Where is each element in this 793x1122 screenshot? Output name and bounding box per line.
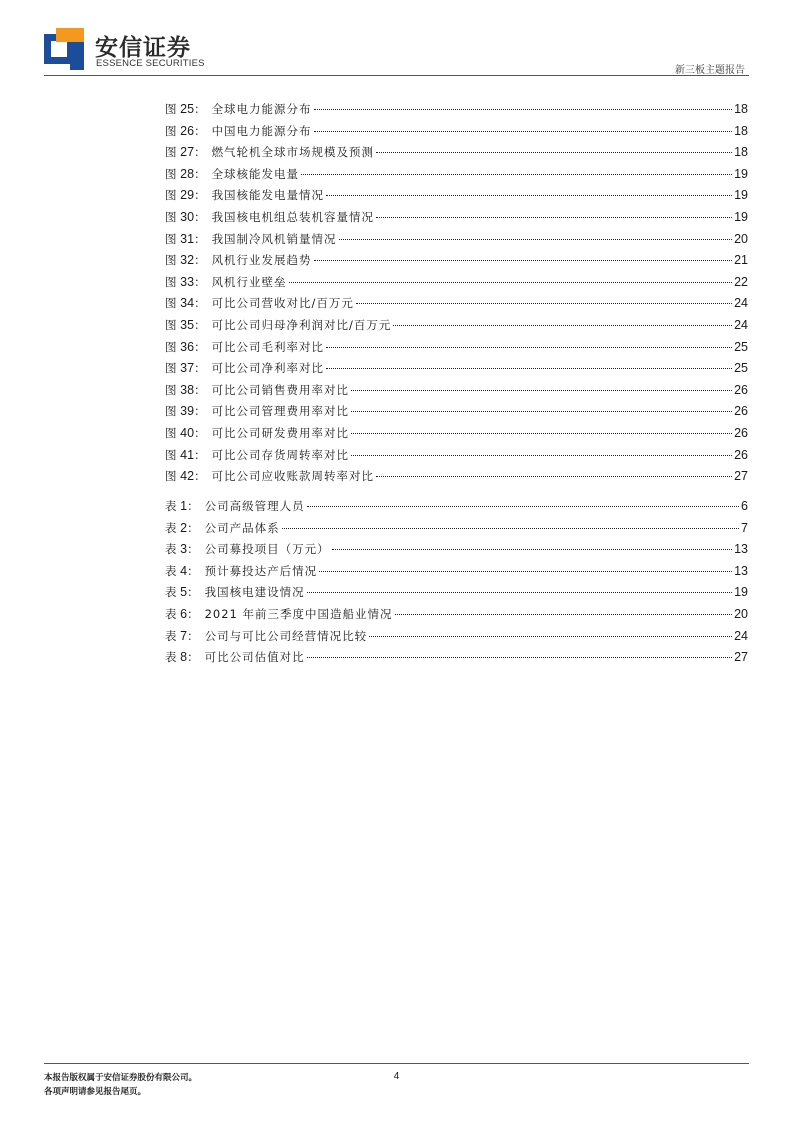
figure-title: 我国核电机组总装机容量情况 <box>211 209 375 224</box>
figure-page: 24 <box>734 296 748 311</box>
table-index <box>165 496 748 669</box>
table-label: 表 5： <box>165 585 199 600</box>
header-divider <box>44 75 749 76</box>
figure-entry[interactable] <box>165 293 748 315</box>
footer-divider <box>44 1063 749 1064</box>
figure-index <box>165 99 748 488</box>
figure-title: 可比公司应收账款周转率对比 <box>211 469 375 484</box>
dot-leader <box>319 571 732 572</box>
figure-page: 20 <box>734 231 748 246</box>
figure-label: 图 30： <box>165 209 206 224</box>
figure-label: 图 42： <box>165 469 206 484</box>
table-entry[interactable] <box>165 626 748 648</box>
page-number: 4 <box>393 1071 400 1082</box>
table-entry[interactable] <box>165 496 748 518</box>
figure-entry[interactable] <box>165 229 748 251</box>
figure-label: 图 29： <box>165 188 206 203</box>
figure-title: 风机行业壁垒 <box>211 274 287 289</box>
table-page: 13 <box>734 542 748 557</box>
dot-leader <box>326 347 732 348</box>
table-page: 13 <box>734 563 748 578</box>
dot-leader <box>314 131 733 132</box>
figure-page: 27 <box>734 469 748 484</box>
table-title: 我国核电建设情况 <box>204 585 305 600</box>
figure-page: 24 <box>734 317 748 332</box>
table-page: 7 <box>741 520 748 535</box>
figure-label: 图 35： <box>165 317 206 332</box>
report-type: 新三板主题报告 <box>675 65 745 76</box>
figure-page: 21 <box>734 253 748 268</box>
dot-leader <box>289 282 733 283</box>
table-page: 20 <box>734 606 748 621</box>
table-entry[interactable] <box>165 561 748 583</box>
dot-leader <box>314 109 733 110</box>
figure-entry[interactable] <box>165 315 748 337</box>
figure-title: 可比公司归母净利润对比/百万元 <box>211 317 392 332</box>
dot-leader <box>314 260 733 261</box>
dot-leader <box>326 195 732 196</box>
figure-entry[interactable] <box>165 164 748 186</box>
figure-title: 我国核能发电量情况 <box>211 188 325 203</box>
table-title: 公司与可比公司经营情况比较 <box>204 628 368 643</box>
figure-label: 图 38： <box>165 382 206 397</box>
figure-page: 26 <box>734 447 748 462</box>
dot-leader <box>376 217 732 218</box>
table-entry[interactable] <box>165 647 748 669</box>
figure-label: 图 25： <box>165 102 206 116</box>
figure-page: 18 <box>734 123 748 138</box>
table-title: 公司高级管理人员 <box>204 499 305 513</box>
figure-entry[interactable] <box>165 423 748 445</box>
dot-leader <box>326 368 732 369</box>
figure-title: 可比公司存货周转率对比 <box>211 447 350 462</box>
figure-entry[interactable] <box>165 272 748 294</box>
figure-page: 26 <box>734 404 748 419</box>
disclaimer-text: 各项声明请参见报告尾页。 <box>44 1087 147 1097</box>
figure-title: 可比公司净利率对比 <box>211 361 325 376</box>
figure-entry[interactable] <box>165 142 748 164</box>
dot-leader <box>282 528 739 529</box>
table-page: 6 <box>741 499 748 513</box>
table-label: 表 6： <box>165 606 199 621</box>
figure-title: 可比公司管理费用率对比 <box>211 404 350 419</box>
figure-page: 19 <box>734 188 748 203</box>
brand-name-cn: 安信证券 <box>95 35 191 61</box>
figure-page: 19 <box>734 209 748 224</box>
table-label: 表 8： <box>165 650 199 665</box>
dot-leader <box>395 614 733 615</box>
figure-label: 图 34： <box>165 296 206 311</box>
figure-entry[interactable] <box>165 445 748 467</box>
table-title: 预计募投达产后情况 <box>204 563 318 578</box>
figure-title: 可比公司研发费用率对比 <box>211 425 350 440</box>
figure-title: 可比公司营收对比/百万元 <box>211 296 354 311</box>
essence-logo-icon <box>44 28 84 70</box>
dot-leader <box>356 303 732 304</box>
table-title: 可比公司估值对比 <box>204 650 305 665</box>
dot-leader <box>351 455 732 456</box>
figure-page: 19 <box>734 166 748 181</box>
figure-title: 燃气轮机全球市场规模及预测 <box>211 145 375 160</box>
dot-leader <box>369 636 732 637</box>
figure-title: 可比公司毛利率对比 <box>211 339 325 354</box>
figure-page: 26 <box>734 382 748 397</box>
dot-leader <box>332 549 732 550</box>
dot-leader <box>376 476 732 477</box>
brand-name-en: ESSENCE SECURITIES <box>96 58 205 69</box>
figure-label: 图 31： <box>165 231 206 246</box>
table-entry[interactable] <box>165 518 748 540</box>
dot-leader <box>351 411 732 412</box>
figure-title: 全球电力能源分布 <box>211 102 312 116</box>
figure-label: 图 27： <box>165 145 206 160</box>
table-label: 表 7： <box>165 628 199 643</box>
figure-page: 25 <box>734 361 748 376</box>
figure-page: 22 <box>734 274 748 289</box>
figure-label: 图 37： <box>165 361 206 376</box>
figure-title: 全球核能发电量 <box>211 166 300 181</box>
figure-entry[interactable] <box>165 358 748 380</box>
table-title: 2021 年前三季度中国造船业情况 <box>204 606 393 621</box>
figure-entry[interactable] <box>165 207 748 229</box>
table-page: 19 <box>734 585 748 600</box>
figure-label: 图 28： <box>165 166 206 181</box>
table-title: 公司产品体系 <box>204 520 280 535</box>
dot-leader <box>307 506 739 507</box>
dot-leader <box>307 592 732 593</box>
table-entry[interactable] <box>165 539 748 561</box>
figure-title: 风机行业发展趋势 <box>211 253 312 268</box>
dot-leader <box>376 152 732 153</box>
dot-leader <box>339 239 733 240</box>
figure-entry[interactable] <box>165 466 748 488</box>
dot-leader <box>351 390 732 391</box>
table-label: 表 1： <box>165 499 199 513</box>
table-page: 24 <box>734 628 748 643</box>
figure-entry[interactable] <box>165 99 748 121</box>
figure-label: 图 32： <box>165 253 206 268</box>
figure-label: 图 26： <box>165 123 206 138</box>
figure-entry[interactable] <box>165 121 748 143</box>
figure-title: 我国制冷风机销量情况 <box>211 231 337 246</box>
figure-entry[interactable] <box>165 185 748 207</box>
figure-page: 18 <box>734 145 748 160</box>
figure-label: 图 41： <box>165 447 206 462</box>
figure-title: 可比公司销售费用率对比 <box>211 382 350 397</box>
figure-label: 图 36： <box>165 339 206 354</box>
table-label: 表 4： <box>165 563 199 578</box>
table-label: 表 3： <box>165 542 199 557</box>
figure-entry[interactable] <box>165 337 748 359</box>
figure-label: 图 40： <box>165 425 206 440</box>
dot-leader <box>351 433 732 434</box>
table-title: 公司募投项目（万元） <box>204 542 330 557</box>
figure-entry[interactable] <box>165 380 748 402</box>
table-entry[interactable] <box>165 582 748 604</box>
figure-label: 图 39： <box>165 404 206 419</box>
figure-label: 图 33： <box>165 274 206 289</box>
copyright-text: 本报告版权属于安信证券股份有限公司。 <box>44 1073 198 1083</box>
figure-title: 中国电力能源分布 <box>211 123 312 138</box>
table-label: 表 2： <box>165 520 199 535</box>
dot-leader <box>301 174 732 175</box>
figure-entry[interactable] <box>165 250 748 272</box>
figure-page: 18 <box>734 102 748 116</box>
dot-leader <box>393 325 732 326</box>
table-page: 27 <box>734 650 748 665</box>
figure-page: 26 <box>734 425 748 440</box>
table-entry[interactable] <box>165 604 748 626</box>
dot-leader <box>307 657 732 658</box>
figure-page: 25 <box>734 339 748 354</box>
figure-entry[interactable] <box>165 401 748 423</box>
